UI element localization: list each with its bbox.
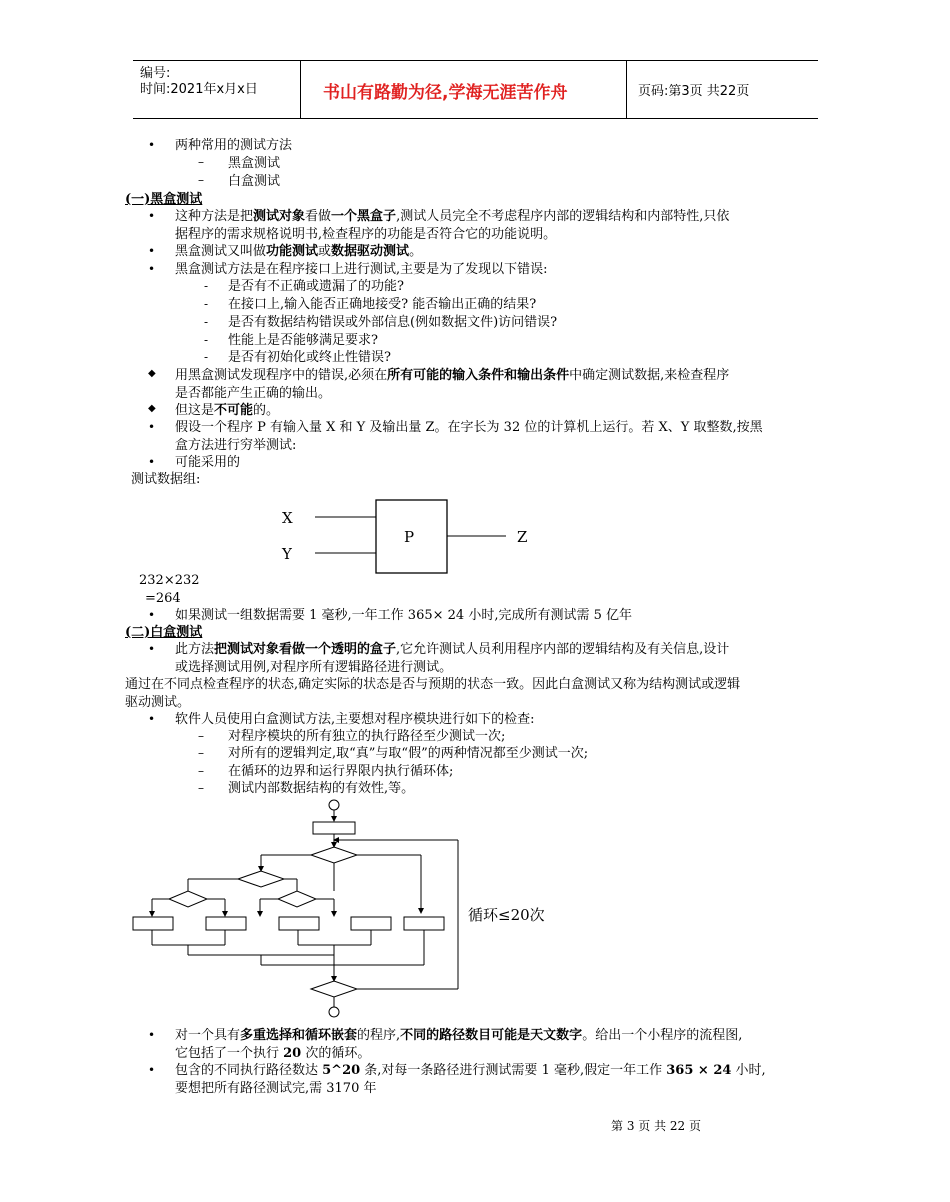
blackbox-p3: 黑盒测试方法是在程序接口上进行测试,主要是为了发现以下错误: (175, 262, 548, 277)
blackbox-p4: 用黑盒测试发现程序中的错误,必须在所有可能的输入条件和输出条件中确定测试数据,来检查程序 (175, 368, 730, 383)
blackbox-p5: 但这是不可能的。 (175, 403, 280, 418)
whitebox-p4: 对一个具有多重选择和循环嵌套的程序,不同的路径数目可能是天文数字。给出一个小程序的流程图, (175, 1028, 743, 1043)
bullet: • (148, 642, 156, 656)
error-item: 是否有数据结构错误或外部信息(例如数据文件)访问错误? (228, 315, 558, 330)
header-page-label: 页码:第3页 共22页 (638, 84, 750, 99)
error-item: 是否有不正确或遗漏了的功能? (228, 279, 404, 294)
intro-sub-blackbox: 黑盒测试 (228, 156, 281, 171)
bullet: • (148, 209, 156, 223)
formula-line1: 232×232 (139, 573, 200, 588)
process-box (313, 822, 355, 834)
loop-label: 循环≤20次 (468, 906, 545, 924)
blackbox-p7: 可能采用的 (175, 455, 241, 470)
intro-sub-whitebox: 白盒测试 (228, 174, 281, 189)
formula-line2: =264 (145, 591, 181, 606)
check-item: 对程序模块的所有独立的执行路径至少测试一次; (228, 729, 506, 744)
check-item: 测试内部数据结构的有效性,等。 (228, 781, 415, 796)
header-divider (626, 60, 627, 118)
input-x-label: X (282, 509, 293, 527)
bullet: • (148, 712, 156, 726)
diamond-bullet: ◆ (148, 368, 156, 379)
blackbox-diagram (270, 495, 550, 580)
program-p-label: P (404, 528, 415, 546)
bullet: • (148, 244, 156, 258)
dash: – (198, 729, 204, 743)
blackbox-p7-line2: 测试数据组: (131, 472, 201, 487)
header-motto: 书山有路勤为径,学海无涯苦作舟 (323, 83, 568, 103)
end-node (329, 1007, 339, 1017)
bullet: • (148, 420, 156, 434)
decision-node (278, 891, 316, 907)
whitebox-p5-line2: 要想把所有路径测试完,需 3170 年 (175, 1081, 377, 1096)
whitebox-p1: 此方法把测试对象看做一个透明的盒子,它允许测试人员利用程序内部的逻辑结构及有关信息,设计 (175, 642, 730, 657)
process-box (133, 917, 173, 930)
blackbox-p1-line2: 据程序的需求规格说明书,检查程序的功能是否符合它的功能说明。 (175, 227, 557, 242)
check-item: 在循环的边界和运行界限内执行循环体; (228, 764, 454, 779)
whitebox-p2-line2: 驱动测试。 (125, 695, 191, 710)
bullet: • (148, 1063, 156, 1077)
blackbox-p4-line2: 是否都能产生正确的输出。 (175, 386, 332, 401)
error-item: 是否有初始化或终止性错误? (228, 350, 391, 365)
input-y-label: Y (282, 545, 292, 563)
blackbox-p1: 这种方法是把测试对象看做一个黑盒子,测试人员完全不考虑程序内部的逻辑结构和内部特性,只依 (175, 209, 730, 224)
bullet: • (148, 608, 156, 622)
header-top-rule (133, 60, 818, 61)
dash: – (198, 155, 204, 169)
dash: – (198, 781, 204, 795)
whitebox-p1-line2: 或选择测试用例,对程序所有逻辑路径进行测试。 (175, 660, 453, 675)
header-time-label: 时间:2021年x月x日 (140, 82, 258, 97)
bullet: • (148, 455, 156, 469)
dash: - (204, 333, 209, 347)
decision-node (238, 871, 284, 887)
bullet: • (148, 1028, 156, 1042)
blackbox-p6: 假设一个程序 P 有输入量 X 和 Y 及输出量 Z。在字长为 32 位的计算机上运行。若 X、Y 取整数,按黑 (175, 420, 763, 435)
blackbox-p8: 如果测试一组数据需要 1 毫秒,一年工作 365× 24 小时,完成所有测试需 5 亿年 (175, 608, 632, 623)
dash: - (204, 350, 209, 364)
whitebox-p5: 包含的不同执行路径数达 5^20 条,对每一条路径进行测试需要 1 毫秒,假定一年工作 365 × 24 小时, (175, 1063, 766, 1078)
blackbox-p6-line2: 盒方法进行穷举测试: (175, 438, 297, 453)
bullet: • (148, 138, 156, 152)
blackbox-p2: 黑盒测试又叫做功能测试或数据驱动测试。 (175, 244, 423, 259)
process-box (206, 917, 246, 930)
whitebox-heading: (二)白盒测试 (125, 625, 203, 640)
header-bottom-rule (133, 118, 818, 119)
whitebox-p3: 软件人员使用白盒测试方法,主要想对程序模块进行如下的检查: (175, 712, 535, 727)
output-z-label: Z (517, 528, 528, 546)
dash: - (204, 297, 209, 311)
footer-page-number: 第 3 页 共 22 页 (611, 1119, 701, 1133)
process-box (404, 917, 444, 930)
whitebox-p2: 通过在不同点检查程序的状态,确定实际的状态是否与预期的状态一致。因此白盒测试又称为结构测试或逻辑 (125, 677, 741, 692)
whitebox-p4-line2: 它包括了一个执行 20 次的循环。 (175, 1046, 371, 1061)
dash: - (204, 315, 209, 329)
start-node (329, 800, 339, 810)
intro-item: 两种常用的测试方法 (175, 138, 293, 153)
dash: – (198, 173, 204, 187)
blackbox-heading: (一)黑盒测试 (125, 192, 203, 207)
flowchart-diagram (125, 795, 565, 1020)
decision-node (169, 891, 207, 907)
header-number-label: 编号: (140, 66, 171, 81)
dash: - (204, 279, 209, 293)
process-box (351, 917, 391, 930)
error-item: 在接口上,输入能否正确地接受? 能否输出正确的结果? (228, 297, 537, 312)
dash: – (198, 746, 204, 760)
error-item: 性能上是否能够满足要求? (228, 333, 378, 348)
decision-node (311, 981, 357, 997)
decision-node (311, 847, 357, 863)
header-divider (300, 60, 301, 118)
dash: – (198, 764, 204, 778)
check-item: 对所有的逻辑判定,取“真”与取“假”的两种情况都至少测试一次; (228, 746, 589, 761)
bullet: • (148, 262, 156, 276)
diamond-bullet: ◆ (148, 403, 156, 414)
process-box (279, 917, 319, 930)
